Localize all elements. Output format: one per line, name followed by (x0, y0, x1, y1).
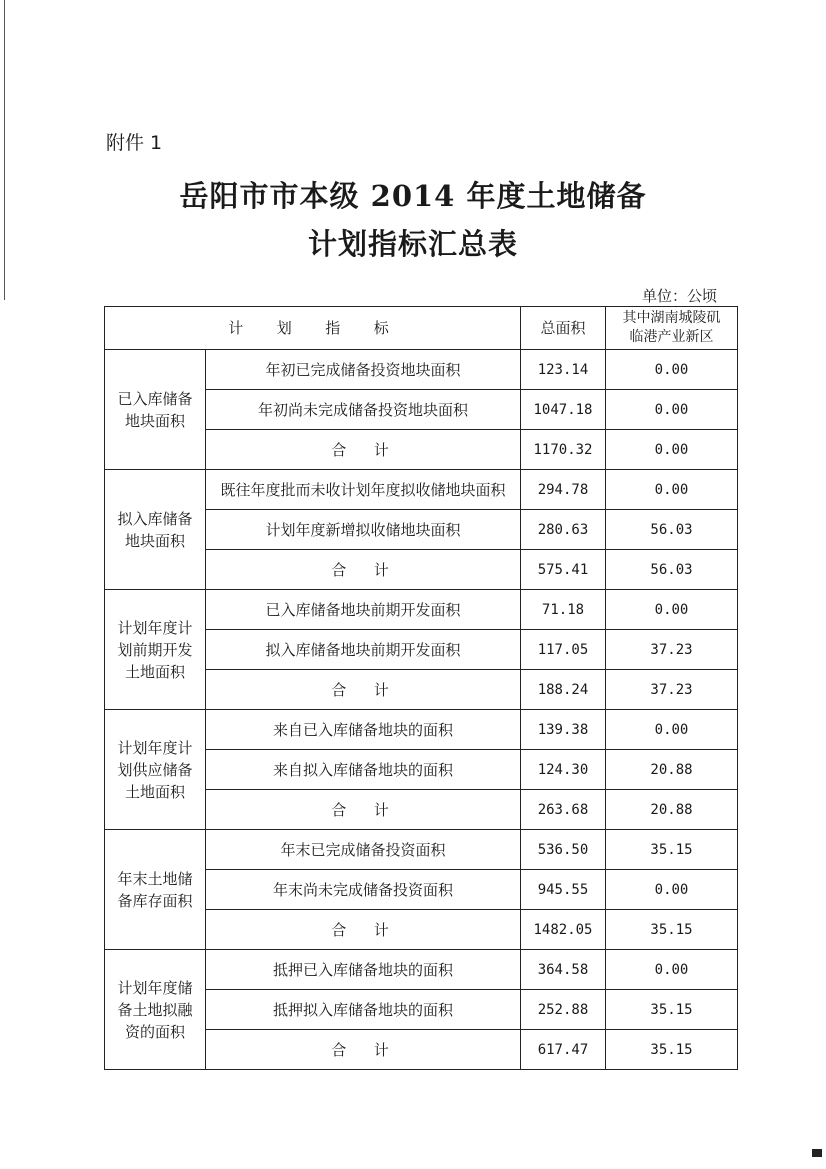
sub-area-value: 35.15 (606, 910, 738, 950)
sub-area-value: 0.00 (606, 710, 738, 750)
sub-area-value: 0.00 (606, 430, 738, 470)
unit-label: 单位：公顷 (642, 287, 718, 305)
sub-area-value: 37.23 (606, 670, 738, 710)
scan-edge-mark (812, 1149, 822, 1157)
table-row (105, 830, 738, 870)
total-area-value: 263.68 (521, 790, 606, 830)
table-header-row (105, 307, 738, 350)
indicator-cell: 已入库储备地块前期开发面积 (206, 590, 521, 630)
header-total-area: 总面积 (521, 307, 606, 350)
indicator-cell: 既往年度批而未收计划年度拟收储地块面积 (206, 470, 521, 510)
indicator-cell: 计划年度新增拟收储地块面积 (206, 510, 521, 550)
sub-area-value: 0.00 (606, 470, 738, 510)
total-area-value: 139.38 (521, 710, 606, 750)
subtotal-label: 合 计 (206, 550, 521, 590)
indicator-cell: 年初尚未完成储备投资地块面积 (206, 390, 521, 430)
total-area-value: 536.50 (521, 830, 606, 870)
subtotal-label: 合 计 (206, 790, 521, 830)
category-cell: 计划年度计划前期开发土地面积 (105, 590, 206, 710)
sub-area-value: 56.03 (606, 510, 738, 550)
total-area-value: 124.30 (521, 750, 606, 790)
land-reserve-summary-table (104, 306, 738, 1070)
total-area-value: 364.58 (521, 950, 606, 990)
category-cell: 计划年度储备土地拟融资的面积 (105, 950, 206, 1070)
indicator-cell: 年末已完成储备投资面积 (206, 830, 521, 870)
total-area-value: 123.14 (521, 350, 606, 390)
header-sub-area: 其中湖南城陵矶临港产业新区 (606, 307, 738, 350)
sub-area-value: 35.15 (606, 990, 738, 1030)
category-cell: 拟入库储备地块面积 (105, 470, 206, 590)
total-area-value: 71.18 (521, 590, 606, 630)
subtotal-label: 合 计 (206, 430, 521, 470)
subtotal-label: 合 计 (206, 1030, 521, 1070)
total-area-value: 1047.18 (521, 390, 606, 430)
indicator-cell: 抵押拟入库储备地块的面积 (206, 990, 521, 1030)
indicator-cell: 年初已完成储备投资地块面积 (206, 350, 521, 390)
category-cell: 计划年度计划供应储备土地面积 (105, 710, 206, 830)
document-title-line1: 岳阳市市本级 2014 年度土地储备 (179, 179, 647, 213)
total-area-value: 294.78 (521, 470, 606, 510)
table-row (105, 710, 738, 750)
total-area-value: 280.63 (521, 510, 606, 550)
table-row (105, 950, 738, 990)
total-area-value: 188.24 (521, 670, 606, 710)
sub-area-value: 56.03 (606, 550, 738, 590)
total-area-value: 117.05 (521, 630, 606, 670)
sub-area-value: 20.88 (606, 790, 738, 830)
subtotal-label: 合 计 (206, 670, 521, 710)
category-cell: 已入库储备地块面积 (105, 350, 206, 470)
table-row (105, 350, 738, 390)
indicator-cell: 抵押已入库储备地块的面积 (206, 950, 521, 990)
sub-area-value: 0.00 (606, 590, 738, 630)
category-cell: 年末土地储备库存面积 (105, 830, 206, 950)
sub-area-value: 35.15 (606, 830, 738, 870)
indicator-cell: 年末尚未完成储备投资面积 (206, 870, 521, 910)
sub-area-value: 0.00 (606, 870, 738, 910)
table-row (105, 590, 738, 630)
header-indicator: 计 划 指 标 (105, 307, 521, 350)
sub-area-value: 0.00 (606, 390, 738, 430)
sub-area-value: 35.15 (606, 1030, 738, 1070)
table-row (105, 470, 738, 510)
sub-area-value: 0.00 (606, 950, 738, 990)
sub-area-value: 0.00 (606, 350, 738, 390)
total-area-value: 617.47 (521, 1030, 606, 1070)
indicator-cell: 来自已入库储备地块的面积 (206, 710, 521, 750)
attachment-label: 附件 1 (106, 132, 163, 154)
indicator-cell: 拟入库储备地块前期开发面积 (206, 630, 521, 670)
table-body (105, 350, 738, 1070)
total-area-value: 1482.05 (521, 910, 606, 950)
sub-area-value: 20.88 (606, 750, 738, 790)
total-area-value: 945.55 (521, 870, 606, 910)
total-area-value: 252.88 (521, 990, 606, 1030)
document-title-line2: 计划指标汇总表 (307, 227, 518, 261)
subtotal-label: 合 计 (206, 910, 521, 950)
sub-area-value: 37.23 (606, 630, 738, 670)
total-area-value: 1170.32 (521, 430, 606, 470)
total-area-value: 575.41 (521, 550, 606, 590)
indicator-cell: 来自拟入库储备地块的面积 (206, 750, 521, 790)
